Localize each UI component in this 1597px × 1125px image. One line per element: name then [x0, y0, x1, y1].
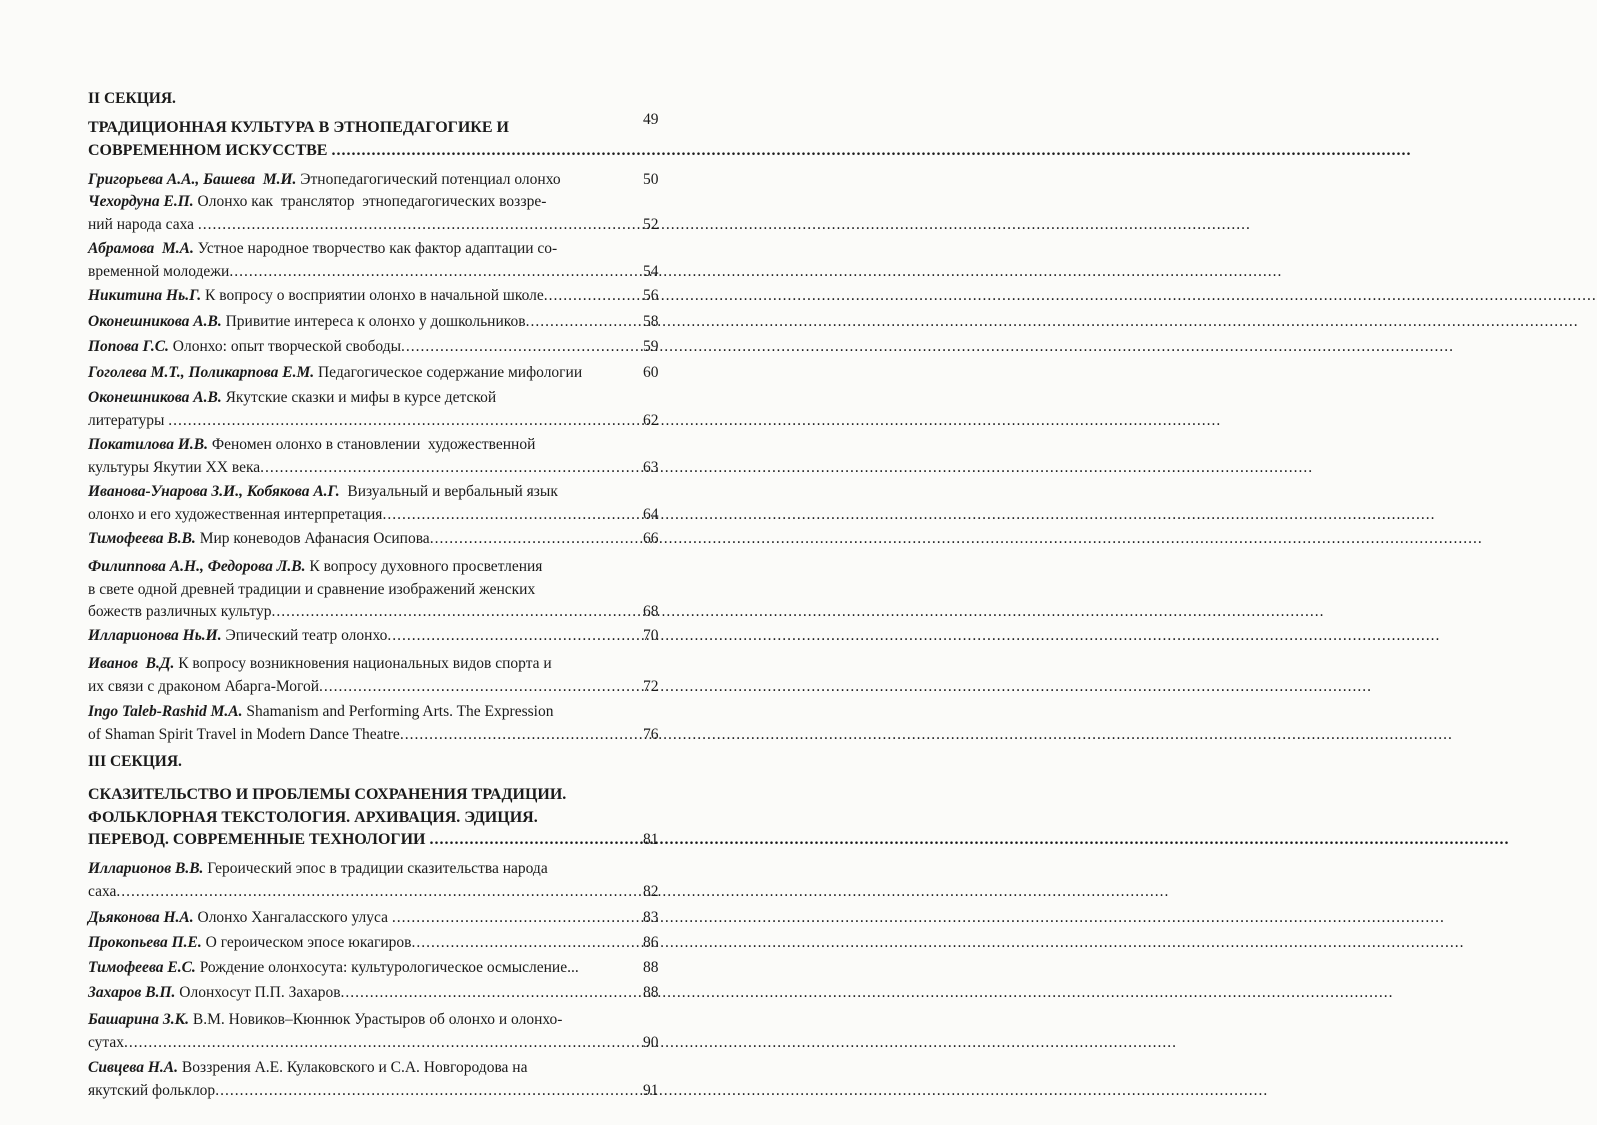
section-label: II СЕКЦИЯ. — [88, 90, 176, 107]
entry-author: Гоголева М.Т., Поликарпова Е.М. — [88, 364, 315, 381]
entry-line — [88, 1032, 628, 1055]
entry-title-text: К вопросу возникновения национальных видов спорта и — [174, 655, 552, 672]
toc-entry[interactable] — [88, 336, 668, 359]
toc-entry[interactable] — [88, 481, 668, 526]
entry-title-text: культуры Якутии XX века — [88, 458, 261, 476]
dot-leader — [215, 1080, 1268, 1103]
entry-author: Сивцева Н.А. — [88, 1059, 178, 1076]
toc-entry[interactable] — [88, 238, 668, 283]
entry-title-text: Якутские сказки и мифы в курсе детской — [221, 389, 497, 406]
entry-title-text: Олонхосут П.П. Захаров — [175, 984, 341, 1001]
entry-title-text: Shamanism and Performing Arts. The Expression — [242, 703, 554, 720]
entry-title-text: Рождение олонхосута: культурологическое осмысление... — [195, 959, 579, 976]
entry-title-text: О героическом эпосе юкагиров — [201, 934, 412, 951]
dot-leader — [382, 504, 1435, 527]
entry-title-text: Феномен олонхо в становлении художественной — [208, 436, 536, 453]
toc-entry[interactable] — [88, 701, 668, 746]
entry-line — [88, 387, 628, 410]
entry-title-text: в свете одной древней традиции и сравнение изображений женских — [88, 580, 536, 598]
dot-leader — [331, 140, 1411, 163]
toc-entry[interactable] — [88, 285, 668, 308]
entry-line — [88, 724, 628, 747]
title-line — [88, 784, 628, 807]
dot-leader — [392, 907, 1445, 930]
section-title — [88, 111, 668, 162]
entry-line — [88, 169, 628, 192]
page-number: 49 — [643, 111, 659, 128]
entry-author: Оконешникова А.В. — [88, 389, 222, 406]
page-number: 60 — [643, 364, 659, 381]
page-number: 52 — [643, 215, 659, 233]
page-number: 70 — [643, 627, 659, 644]
toc-entry[interactable] — [88, 625, 668, 648]
entry-author: Захаров В.П. — [88, 984, 176, 1001]
entry-title-text: олонхо и его художественная интерпретация — [88, 505, 383, 523]
entry-line — [88, 881, 628, 904]
entry-title-text: Визуальный и вербальный язык — [339, 483, 558, 500]
entry-line — [88, 982, 628, 1005]
dot-leader — [430, 528, 1483, 551]
title-text: СКАЗИТЕЛЬСТВО И ПРОБЛЕМЫ СОХРАНЕНИЯ ТРАДИЦИИ. — [88, 786, 567, 803]
toc-entry[interactable] — [88, 191, 668, 236]
title-line — [88, 117, 628, 140]
toc-entry[interactable] — [88, 858, 668, 903]
page-number: 88 — [643, 984, 659, 1001]
dot-leader — [387, 625, 1440, 648]
entry-author: Никитина Нь.Г. — [88, 287, 202, 304]
dot-leader — [229, 261, 1282, 284]
title-line — [88, 807, 628, 830]
entry-line — [88, 261, 628, 284]
dot-leader — [260, 457, 1313, 480]
title-text: СОВРЕМЕННОМ ИСКУССТВЕ — [88, 141, 332, 159]
entry-author: Илларионова Нь.И. — [88, 627, 222, 644]
entry-author: Филиппова А.Н., Федорова Л.В. — [88, 558, 306, 575]
entry-line — [88, 701, 628, 724]
entry-title-text: божеств различных культур — [88, 603, 272, 620]
entry-title-text: of Shaman Spirit Travel in Modern Dance Theatre — [88, 725, 400, 743]
dot-leader — [401, 336, 1454, 359]
toc-entry[interactable] — [88, 1057, 668, 1102]
entry-title-text: литературы — [88, 411, 169, 429]
toc-entry[interactable] — [88, 387, 668, 432]
page-number: 66 — [643, 530, 659, 547]
entry-author: Дьяконова Н.А. — [88, 909, 194, 926]
entry-line — [88, 907, 628, 930]
entry-author: Башарина З.К. — [88, 1011, 190, 1028]
page-number: 68 — [643, 603, 659, 620]
dot-leader — [526, 311, 1579, 334]
toc-entry[interactable] — [88, 932, 668, 955]
entry-line — [88, 1009, 628, 1032]
entry-author: Тимофеева В.В. — [88, 530, 196, 547]
page-number: 82 — [643, 882, 659, 900]
page-number: 90 — [643, 1033, 659, 1051]
entry-title-text: временной молодежи — [88, 262, 230, 280]
entry-author: Прокопьева П.Е. — [88, 934, 202, 951]
entry-title-text: якутский фольклор — [88, 1081, 216, 1099]
page-number: 81 — [643, 831, 659, 848]
entry-title-text: К вопросу духовного просветления — [305, 558, 543, 575]
entry-line — [88, 214, 628, 237]
toc-entry[interactable] — [88, 907, 668, 930]
page-number: 62 — [643, 411, 659, 429]
entry-title-text: К вопросу о восприятии олонхо в начальной школе — [201, 287, 544, 304]
entry-title-text: Олонхо как транслятор этнопедагогических воззре- — [193, 193, 547, 210]
entry-author: Тимофеева Е.С. — [88, 959, 196, 976]
entry-author: Покатилова И.В. — [88, 436, 208, 453]
dot-leader — [319, 676, 1372, 699]
page-number: 72 — [643, 677, 659, 695]
title-text: ПЕРЕВОД. СОВРЕМЕННЫЕ ТЕХНОЛОГИИ — [88, 831, 430, 848]
entry-line — [88, 579, 628, 602]
entry-author: Попова Г.С. — [88, 338, 169, 355]
page-number: 88 — [643, 959, 659, 976]
title-text: ТРАДИЦИОННАЯ КУЛЬТУРА В ЭТНОПЕДАГОГИКЕ И — [88, 119, 509, 136]
section-title — [88, 784, 668, 852]
entry-line — [88, 528, 628, 551]
entry-line — [88, 556, 628, 579]
entry-line — [88, 457, 628, 480]
section-label: III СЕКЦИЯ. — [88, 753, 182, 770]
dot-leader — [429, 829, 1509, 852]
entry-line — [88, 336, 628, 359]
dot-leader — [198, 214, 1251, 237]
entry-title-text: Мир коневодов Афанасия Осипова — [195, 530, 430, 547]
entry-line — [88, 1057, 628, 1080]
entry-title-text: В.М. Новиков–Кюннюк Урастыров об олонхо и олонхо- — [189, 1011, 563, 1028]
entry-author: Иванов В.Д. — [88, 655, 175, 672]
entry-title-text: Воззрения А.Е. Кулаковского и С.А. Новгородова на — [177, 1059, 528, 1076]
entry-title-text: Устное народное творчество как фактор адаптации со- — [193, 240, 558, 257]
page-number: 54 — [643, 262, 659, 280]
entry-line — [88, 601, 628, 624]
entry-line — [88, 410, 628, 433]
entry-line — [88, 481, 628, 504]
entry-line — [88, 676, 628, 699]
entry-line — [88, 285, 628, 308]
entry-line — [88, 932, 628, 955]
entry-author: Оконешникова А.В. — [88, 313, 222, 330]
entry-title-text: Привитие интереса к олонхо у дошкольников — [221, 313, 526, 330]
toc-entry[interactable] — [88, 957, 668, 980]
page-number: 63 — [643, 458, 659, 476]
dot-leader — [341, 982, 1394, 1005]
entry-line — [88, 504, 628, 527]
dot-leader — [168, 410, 1221, 433]
page-number: 76 — [643, 725, 659, 743]
dot-leader — [411, 932, 1464, 955]
entry-title-text: их связи с драконом Абарга-Могой — [88, 677, 320, 695]
entry-line — [88, 362, 628, 385]
toc-entry[interactable] — [88, 528, 668, 551]
page-number: 83 — [643, 909, 659, 926]
toc-entry[interactable] — [88, 1009, 668, 1054]
entry-line — [88, 957, 628, 980]
entry-title-text: ний народа саха — [88, 215, 198, 233]
title-line — [88, 140, 628, 163]
entry-author: Григорьева А.А., Башева М.И. — [88, 171, 297, 188]
entry-title-text: саха — [88, 882, 117, 900]
entry-line — [88, 858, 628, 881]
page-number: 59 — [643, 338, 659, 355]
entry-line — [88, 653, 628, 676]
entry-author: Чехордуна Е.П. — [88, 193, 194, 210]
entry-line — [88, 1080, 628, 1103]
entry-line — [88, 191, 628, 214]
entry-author: Илларионов В.В. — [88, 860, 204, 877]
toc-entry[interactable] — [88, 362, 668, 385]
page-number: 91 — [643, 1081, 659, 1099]
entry-title-text: сутах — [88, 1033, 125, 1051]
entry-author: Иванова-Унарова З.И., Кобякова А.Г. — [88, 483, 340, 500]
entry-title-text: Олонхо Хангаласского улуса — [193, 909, 392, 926]
entry-title-text: Эпический театр олонхо — [221, 627, 388, 644]
page-number: 50 — [643, 171, 659, 188]
title-line — [88, 829, 628, 852]
toc-entry[interactable] — [88, 653, 668, 698]
entry-title-text: Этнопедагогический потенциал олонхо — [296, 171, 561, 188]
dot-leader — [544, 285, 1597, 308]
dot-leader — [400, 724, 1453, 747]
entry-line — [88, 625, 628, 648]
entry-line — [88, 311, 628, 334]
entry-title-text: Педагогическое содержание мифологии — [314, 364, 583, 381]
entry-author: Ingo Taleb-Rashid M.A. — [88, 703, 243, 720]
toc-entry[interactable] — [88, 982, 668, 1005]
toc-entry[interactable] — [88, 556, 668, 624]
entry-title-text: Героический эпос в традиции сказительства народа — [203, 860, 548, 877]
toc-entry[interactable] — [88, 169, 668, 192]
title-text: ФОЛЬКЛОРНАЯ ТЕКСТОЛОГИЯ. АРХИВАЦИЯ. ЭДИЦИЯ. — [88, 808, 538, 826]
entry-title-text: Олонхо: опыт творческой свободы — [168, 338, 401, 355]
page-number: 86 — [643, 934, 659, 951]
toc-entry[interactable] — [88, 311, 668, 334]
entry-line — [88, 238, 628, 261]
page-number: 56 — [643, 287, 659, 304]
page-number: 58 — [643, 313, 659, 330]
toc-entry[interactable] — [88, 434, 668, 479]
entry-author: Абрамова М.А. — [88, 240, 194, 257]
entry-line — [88, 434, 628, 457]
page-number: 64 — [643, 505, 659, 523]
dot-leader — [271, 601, 1324, 624]
